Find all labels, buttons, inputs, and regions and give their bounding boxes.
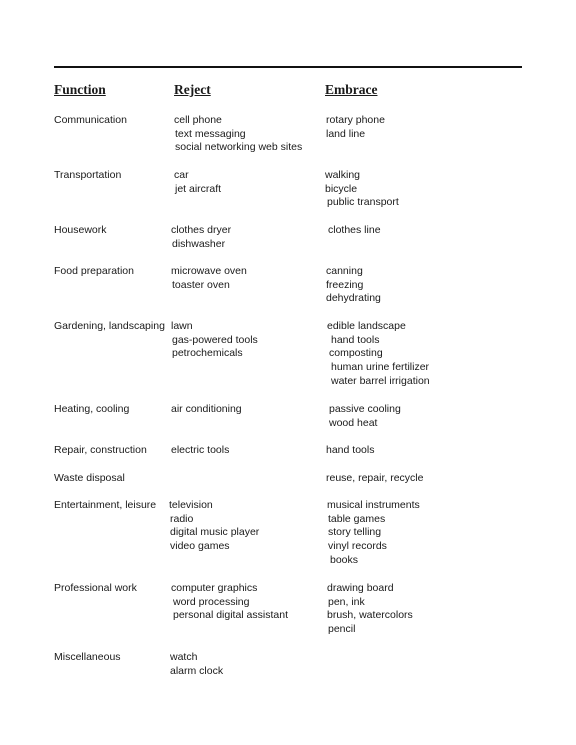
- reject-item: computer graphics: [171, 582, 258, 594]
- function-cell: Miscellaneous: [54, 651, 121, 663]
- embrace-item: brush, watercolors: [327, 609, 413, 622]
- embrace-cell: [326, 444, 374, 458]
- reject-item: alarm clock: [170, 664, 224, 677]
- reject-item: microwave oven: [171, 265, 247, 277]
- embrace-item: clothes line: [328, 224, 381, 236]
- function-cell: Heating, cooling: [54, 403, 130, 415]
- reject-item: radio: [170, 512, 194, 525]
- embrace-item: water barrel irrigation: [331, 374, 430, 387]
- embrace-item: vinyl records: [328, 540, 387, 553]
- reject-item: personal digital assistant: [173, 609, 288, 622]
- reject-item: gas-powered tools: [172, 333, 258, 346]
- embrace-cell: [328, 224, 381, 238]
- function-cell: Repair, construction: [54, 444, 147, 456]
- embrace-cell: [329, 403, 401, 430]
- reject-cell: [171, 444, 229, 458]
- reject-cell: [169, 499, 259, 554]
- embrace-item: pen, ink: [328, 595, 365, 608]
- function-cell: Communication: [54, 114, 127, 126]
- reject-item: lawn: [171, 320, 193, 332]
- embrace-item: freezing: [326, 278, 364, 291]
- embrace-cell: [327, 582, 413, 637]
- function-cell: Food preparation: [54, 265, 134, 277]
- reject-item: word processing: [173, 595, 250, 608]
- reject-item: digital music player: [170, 526, 260, 539]
- embrace-cell: [325, 169, 399, 210]
- header-reject: Reject: [174, 82, 211, 97]
- embrace-item: wood heat: [329, 416, 378, 429]
- reject-item: cell phone: [174, 114, 222, 126]
- embrace-item: dehydrating: [326, 292, 381, 305]
- reject-item: air conditioning: [171, 403, 242, 415]
- embrace-item: rotary phone: [326, 114, 385, 126]
- embrace-item: walking: [325, 169, 361, 181]
- embrace-cell: [326, 265, 381, 306]
- reject-item: social networking web sites: [175, 141, 303, 154]
- function-cell: Housework: [54, 224, 107, 236]
- reject-item: clothes dryer: [171, 224, 232, 236]
- reject-item: dishwasher: [172, 237, 226, 250]
- reject-cell: [171, 265, 247, 292]
- reject-item: petrochemicals: [172, 347, 243, 360]
- embrace-cell: [327, 320, 430, 389]
- reject-cell: [171, 224, 231, 251]
- embrace-item: bicycle: [325, 182, 358, 195]
- reject-cell: [171, 320, 258, 361]
- embrace-cell: [327, 499, 420, 568]
- embrace-item: musical instruments: [327, 499, 420, 511]
- function-cell: Gardening, landscaping: [54, 320, 165, 332]
- top-rule: [54, 66, 522, 68]
- embrace-item: hand tools: [326, 444, 375, 456]
- embrace-cell: [326, 114, 385, 141]
- embrace-item: table games: [328, 512, 386, 525]
- embrace-item: canning: [326, 265, 363, 277]
- embrace-cell: [326, 472, 423, 486]
- embrace-item: drawing board: [327, 582, 394, 594]
- reject-cell: [174, 169, 221, 196]
- embrace-item: human urine fertilizer: [331, 361, 430, 374]
- embrace-item: land line: [326, 127, 366, 140]
- embrace-item: composting: [329, 347, 383, 360]
- reject-item: watch: [170, 651, 198, 663]
- function-cell: Entertainment, leisure: [54, 499, 157, 511]
- reject-item: jet aircraft: [175, 182, 222, 195]
- reject-item: electric tools: [171, 444, 230, 456]
- reject-item: car: [174, 169, 189, 181]
- reject-cell: [174, 114, 302, 155]
- reject-item: toaster oven: [172, 278, 230, 291]
- header-embrace: Embrace: [325, 82, 378, 97]
- reject-cell: [171, 403, 242, 417]
- function-cell: Waste disposal: [54, 472, 125, 484]
- reject-item: video games: [170, 540, 230, 553]
- embrace-item: story telling: [328, 526, 382, 539]
- embrace-item: passive cooling: [329, 403, 401, 415]
- embrace-item: hand tools: [331, 333, 380, 346]
- embrace-item: public transport: [327, 196, 399, 209]
- embrace-item: pencil: [328, 623, 356, 636]
- embrace-item: reuse, repair, recycle: [326, 472, 424, 484]
- reject-cell: [170, 651, 223, 678]
- reject-item: text messaging: [175, 127, 246, 140]
- embrace-item: edible landscape: [327, 320, 406, 332]
- function-cell: Transportation: [54, 169, 122, 181]
- reject-cell: [171, 582, 288, 623]
- function-cell: Professional work: [54, 582, 137, 594]
- embrace-item: books: [330, 553, 359, 566]
- reject-item: television: [169, 499, 213, 511]
- header-function: Function: [54, 82, 106, 97]
